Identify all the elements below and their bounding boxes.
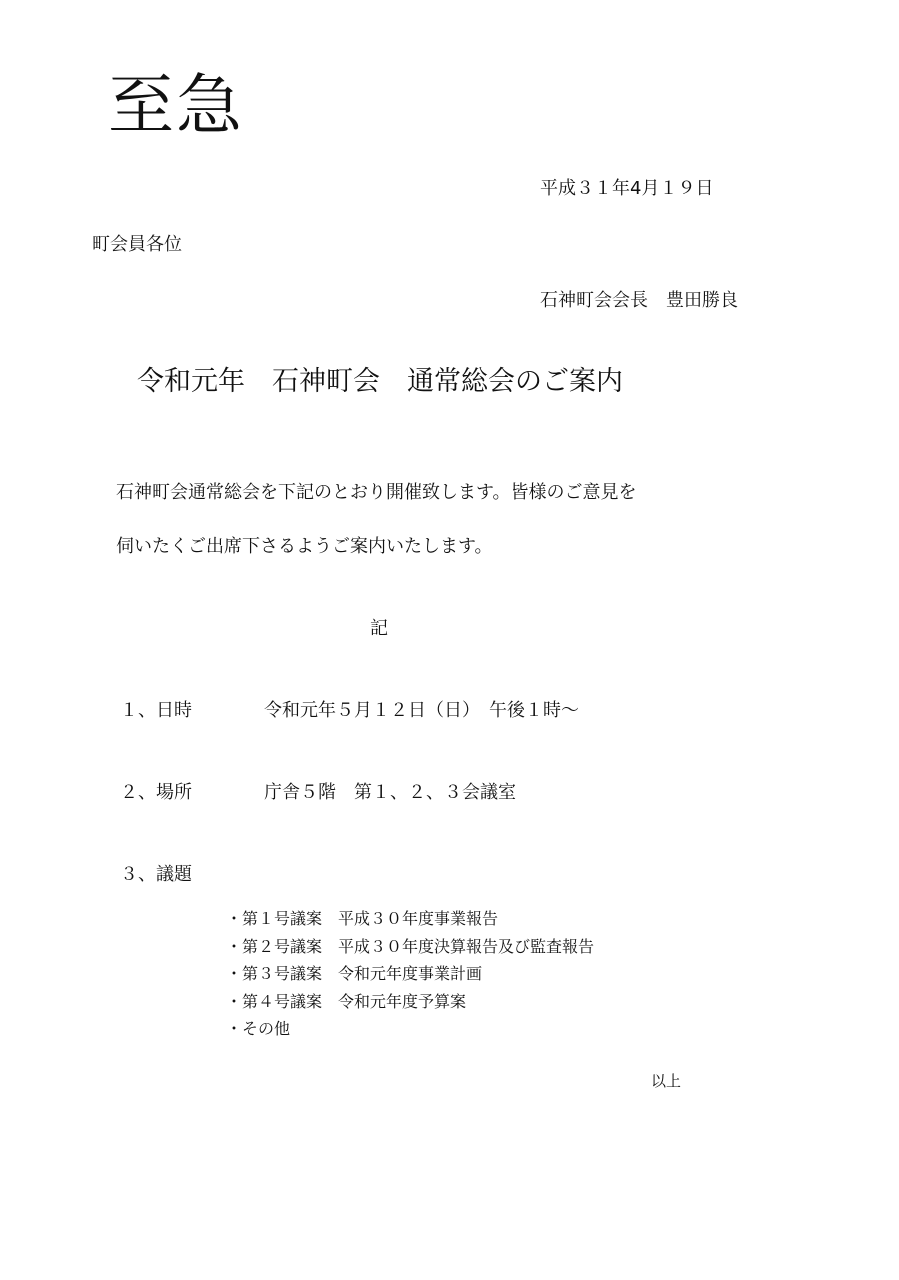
- recipient-line: 町会員各位: [92, 234, 182, 255]
- body-paragraph-line-1: 石神町会通常総会を下記のとおり開催致します。皆様のご意見を: [116, 482, 637, 503]
- agenda-item-2: ・第２号議案 平成３０年度決算報告及び監査報告: [226, 936, 595, 956]
- agenda-item-1: ・第１号議案 平成３０年度事業報告: [226, 909, 499, 928]
- sender-line: 石神町会会長 豊田勝良: [540, 290, 738, 311]
- item-value-datetime: 令和元年５月１２日（日） 午後１時～: [264, 700, 579, 721]
- document-date: 平成３１年4月１９日: [540, 178, 714, 199]
- item-label-datetime: １、日時: [120, 700, 192, 721]
- document-title: 令和元年 石神町会 通常総会のご案内: [137, 366, 623, 397]
- urgent-heading: 至急: [108, 67, 244, 144]
- item-label-agenda: ３、議題: [120, 864, 192, 885]
- item-label-place: ２、場所: [120, 782, 192, 803]
- closing-remark: 以上: [651, 1072, 682, 1090]
- item-value-place: 庁舎５階 第１、２、３会議室: [264, 782, 516, 803]
- agenda-list: [226, 905, 594, 1043]
- agenda-item-other: ・その他: [226, 1019, 291, 1038]
- agenda-item-4: ・第４号議案 令和元年度予算案: [226, 991, 467, 1011]
- ki-marker: 記: [370, 618, 388, 639]
- body-paragraph-line-2: 伺いたくご出席下さるようご案内いたします。: [116, 536, 493, 557]
- agenda-item-3: ・第３号議案 令和元年度事業計画: [226, 964, 483, 983]
